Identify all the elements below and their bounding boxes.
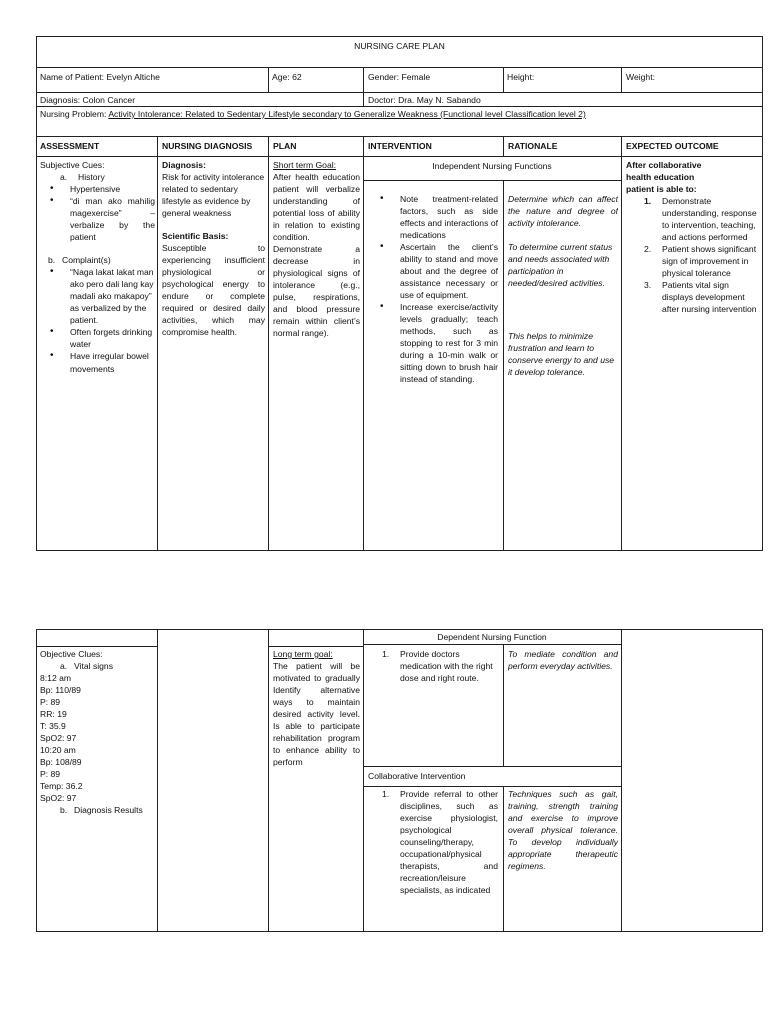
list-item: • Note treatment-related factors, such as side effects and interactions of medications: [370, 193, 498, 241]
rationale-text: To determine current status and needs associated with participation in needed/desired activities.: [508, 242, 613, 289]
assessment-cell: [40, 159, 155, 375]
rule: [363, 136, 364, 551]
patient-gender: Gender: Female: [368, 72, 431, 82]
rationale-text: This helps to minimize frustration and learn to conserve energy to and use it develop tolerance.: [508, 331, 615, 378]
list-item: 1. Provide doctors medication with the right dose and right route.: [382, 649, 493, 684]
vital-value: Bp: 108/89: [40, 757, 82, 768]
outcome-list: [626, 195, 760, 315]
header-intervention: INTERVENTION: [368, 141, 432, 151]
list-item: 1. Demonstrate understanding, response to intervention, teaching, and actions performed: [644, 196, 757, 243]
short-term-goal-text: After health education patient will verbalize understanding of potential loss of ability in relation to existing condition. Demonstrate a decrease in physiological signs of intolerance (e.g., pulse, respirations, and blood pressure remain within client’s normal range).: [273, 172, 360, 339]
vital-value: T: 35.9: [40, 721, 66, 732]
rule: [363, 644, 621, 645]
vital-value: Bp: 110/89: [40, 685, 81, 696]
plan-cell: [273, 159, 360, 339]
vital-value: RR: 19: [40, 709, 67, 720]
list-item: • Often forgets drinking water: [40, 326, 155, 350]
patient-age: Age: 62: [272, 72, 302, 82]
dependent-rationale-cell: To mediate condition and perform everyday activities.: [508, 649, 618, 672]
rule: [268, 67, 269, 92]
rationale-cell: [508, 193, 618, 378]
history-label: a. History: [60, 172, 105, 183]
list-item: 1. Provide referral to other disciplines, such as exercise physiologist, psychological counseling/therapy, occupational/physical therapists, and recreation/leisure specialists, as indicated: [382, 789, 498, 896]
patient-name: Name of Patient: Evelyn Altiche: [40, 72, 160, 82]
objective-cell: [40, 648, 155, 816]
patient-height: Height:: [507, 72, 535, 82]
collaborative-intervention-cell: [370, 788, 498, 896]
outcome-heading: After collaborative health education patient is able to:: [626, 160, 702, 195]
rule: [503, 786, 504, 932]
list-item: 3. Patients vital sign displays development after nursing intervention: [644, 280, 757, 315]
rule: [36, 156, 763, 157]
list-item: • Hypertensive: [40, 183, 155, 195]
complaints-label: b. Complaint(s): [48, 255, 111, 266]
header-expected-outcome: EXPECTED OUTCOME: [626, 141, 719, 151]
page-title: NURSING CARE PLAN: [354, 41, 445, 51]
rule: [268, 629, 269, 932]
rule: [621, 629, 622, 932]
rule: [363, 629, 364, 932]
long-term-goal-text: The patient will be motivated to gradually Identify alternative ways to maintain desired activity level. Is able to participate rehabilitation program to enhance ability to perform: [273, 661, 360, 768]
rule: [363, 67, 364, 106]
header-nursing-diagnosis: NURSING DIAGNOSIS: [162, 141, 253, 151]
rule: [503, 644, 504, 766]
vital-value: P: 89: [40, 697, 61, 708]
rule: [503, 67, 504, 92]
intervention-cell: [370, 193, 498, 386]
short-term-goal-heading: Short term Goal:: [273, 160, 337, 170]
diagnosis-text: Risk for activity intolerance related to sedentary lifestyle as evidence by general weakness: [162, 172, 265, 219]
patient-diagnosis: Diagnosis: Colon Cancer: [40, 95, 136, 105]
vital-value: 8:12 am: [40, 673, 72, 684]
list-item: • Increase exercise/activity levels gradually; teach methods, such as stopping to rest for 3 min during a 10-min walk or sitting down to brush hair instead of standing.: [370, 301, 498, 385]
rule: [363, 180, 621, 181]
rule: [268, 646, 363, 647]
list-item: • Have irregular bowel movements: [40, 350, 155, 374]
rule: [157, 136, 158, 551]
vital-signs-label: a. Vital signs: [60, 661, 114, 672]
diagnosis-cell: [162, 159, 265, 338]
nursing-problem: [40, 108, 586, 120]
nursing-problem-text: Activity Intolerance: Related to Sedentary Lifestyle secondary to Generalize Weakness (Functional level Classification level 2): [108, 109, 586, 119]
collaborative-rationale-cell: Techniques such as gait, training, strength training and exercise to improve overall physical tolerance. To develop individually appropriate therapeutic regimens.: [508, 789, 618, 872]
independent-functions-heading: Independent Nursing Functions: [432, 161, 552, 171]
vital-value: P: 89: [40, 769, 61, 780]
dependent-intervention-cell: [370, 648, 498, 684]
rule: [503, 180, 504, 551]
complaints-list: [40, 266, 155, 374]
outcome-cell: [626, 159, 760, 315]
long-term-plan-cell: [273, 648, 360, 768]
list-item: • “Naga lakat lakat man ako pero dali lang kay madali ako makapoy” as verbalized by the patient.: [40, 266, 155, 326]
list-item: 2. Patient shows significant sign of improvement in physical tolerance: [644, 244, 757, 279]
diagnosis-results-label: b. Diagnosis Results: [60, 805, 143, 816]
vital-value: SpO2: 97: [40, 733, 77, 744]
rule: [157, 629, 158, 932]
patient-weight: Weight:: [626, 72, 655, 82]
intervention-list: [370, 193, 498, 386]
nursing-problem-label: Nursing Problem:: [40, 109, 109, 119]
collaborative-heading: Collaborative Intervention: [368, 771, 466, 781]
rule: [36, 646, 158, 647]
rule: [363, 786, 621, 787]
rule: [36, 136, 763, 137]
dependent-function-heading: Dependent Nursing Function: [437, 632, 547, 642]
rule: [268, 136, 269, 551]
rule: [621, 67, 622, 92]
rule: [621, 136, 622, 551]
rule: [36, 92, 763, 93]
scientific-basis-heading: Scientific Basis:: [162, 231, 229, 242]
list-item: • “di man ako mahilig magexercise” – verbalize by the patient: [40, 195, 155, 243]
dependent-list: [370, 648, 498, 684]
collaborative-list: [370, 788, 498, 896]
scientific-basis-text: Susceptible to experiencing insufficient physiological or psychological energy to endure or complete required or desired daily activities, which may compromise health.: [162, 243, 265, 338]
rule: [36, 106, 763, 107]
doctor-name: Doctor: Dra. May N. Sabando: [368, 95, 481, 105]
header-plan: PLAN: [273, 141, 297, 151]
rationale-text: Determine which can affect the nature and degree of activity intolerance.: [508, 194, 618, 229]
header-rationale: RATIONALE: [508, 141, 558, 151]
long-term-goal-heading: Long term goal:: [273, 649, 333, 659]
vital-value: SpO2: 97: [40, 793, 77, 804]
rule: [503, 136, 504, 156]
objective-clues-heading: Objective Clues:: [40, 649, 103, 659]
list-item: • Ascertain the client’s ability to stand and move about and the degree of assistance necessary or use of equipment.: [370, 241, 498, 301]
rule: [363, 766, 621, 767]
vital-value: Temp: 36.2: [40, 781, 83, 792]
vital-value: 10:20 am: [40, 745, 76, 756]
header-assessment: ASSESSMENT: [40, 141, 100, 151]
rule: [36, 67, 763, 68]
diagnosis-heading: Diagnosis:: [162, 160, 206, 170]
subjective-cues-heading: Subjective Cues:: [40, 160, 105, 170]
history-list: [40, 183, 155, 243]
